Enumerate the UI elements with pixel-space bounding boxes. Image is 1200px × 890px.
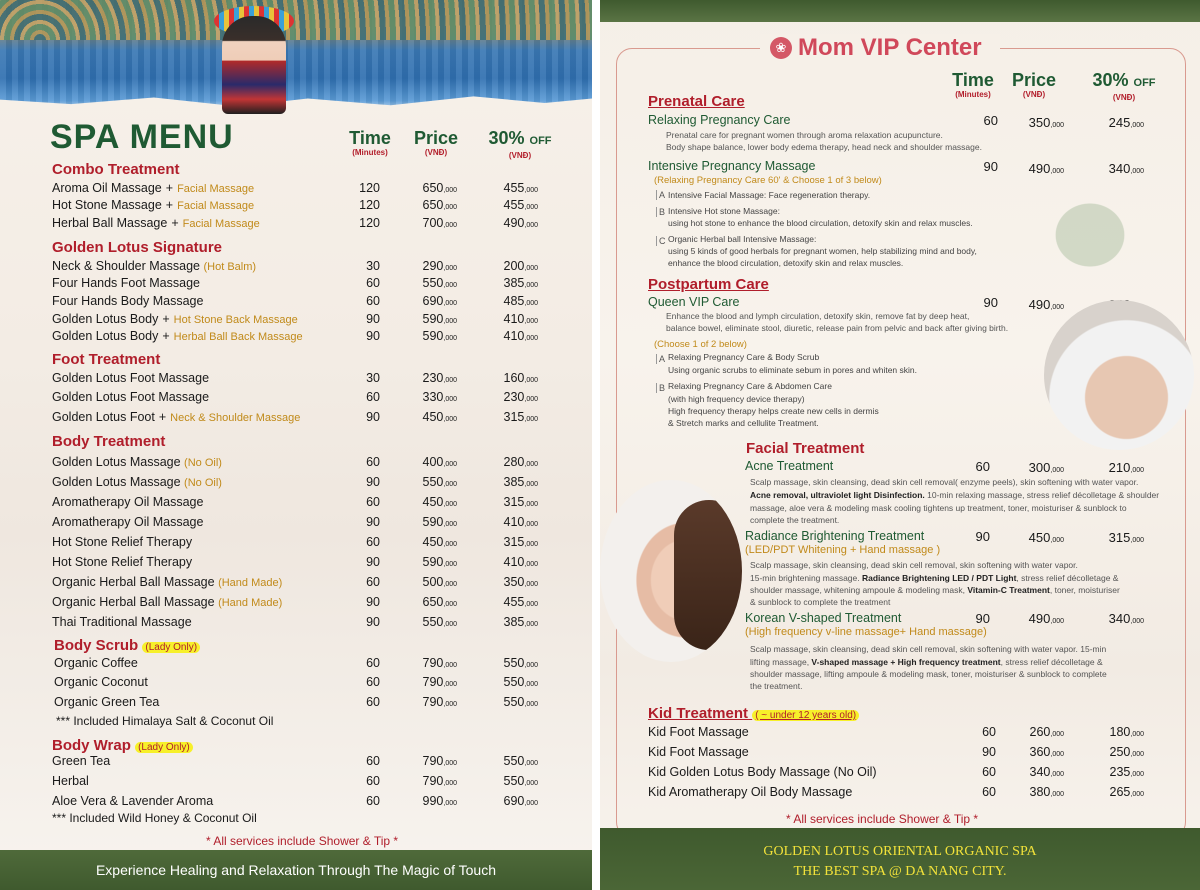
item-price: 590,000 <box>422 555 457 569</box>
item-time: 90 <box>983 159 998 174</box>
leaf-decoration <box>1030 180 1150 290</box>
option-letter: C <box>656 236 666 246</box>
col-off-sub: (VNĐ) <box>508 151 532 160</box>
item-time: 120 <box>359 216 380 230</box>
menu-row <box>52 259 552 277</box>
item-time: 60 <box>366 535 380 549</box>
option-text: Using organic scrubs to eliminate sebum in pores and whiten skin. <box>668 365 917 375</box>
item-name: Hot Stone Massage + Facial Massage <box>52 198 255 212</box>
item-discount-price: 315,000 <box>503 410 538 424</box>
item-time: 90 <box>982 745 996 759</box>
item-time: 60 <box>975 459 990 474</box>
section-combo-title: Combo Treatment <box>52 161 180 178</box>
option-letter: A <box>656 354 665 364</box>
item-discount-price: 550,000 <box>503 656 538 670</box>
item-description: lifting massage, V-shaped massage + High frequency treatment, stress relief décolletage & <box>750 657 1103 667</box>
item-time: 90 <box>366 329 380 343</box>
item-discount-price: 160,000 <box>503 371 538 385</box>
item-discount-price: 385,000 <box>503 475 538 489</box>
section-foot-title: Foot Treatment <box>52 351 161 368</box>
item-discount-price: 315,000 <box>503 495 538 509</box>
item-time: 120 <box>359 198 380 212</box>
item-name: Green Tea <box>52 754 111 768</box>
item-subtitle: (LED/PDT Whitening + Hand massage ) <box>745 544 941 556</box>
item-name: Thai Traditional Massage <box>52 615 192 629</box>
menu-row <box>54 656 554 674</box>
col-off-percent: 30% <box>1092 70 1129 90</box>
item-name: Korean V-shaped Treatment <box>745 611 902 625</box>
item-price: 790,000 <box>422 695 457 709</box>
item-name: Aroma Oil Massage + Facial Massage <box>52 181 255 195</box>
menu-row <box>52 216 552 234</box>
item-description: Enhance the blood and lymph circulation, detoxify skin, remove fat by deep heat, <box>666 311 970 321</box>
menu-row <box>52 515 552 533</box>
item-discount-price: 340,000 <box>1108 611 1144 626</box>
item-price: 650,000 <box>422 181 457 195</box>
item-name: Neck & Shoulder Massage (Hot Balm) <box>52 259 257 273</box>
item-description: 15-min brightening massage. Radiance Brightening LED / PDT Light, stress relief décolletage & <box>750 573 1119 583</box>
top-decor-bar <box>600 0 1200 22</box>
item-time: 90 <box>366 615 380 629</box>
item-time: 30 <box>366 371 380 385</box>
menu-row <box>54 695 554 713</box>
item-discount-price: 235,000 <box>1109 765 1144 779</box>
item-price: 590,000 <box>422 312 457 326</box>
item-price: 450,000 <box>1028 530 1064 545</box>
item-price: 450,000 <box>422 410 457 424</box>
item-name: Four Hands Body Massage <box>52 294 204 308</box>
menu-row <box>52 615 552 633</box>
option-text: using hot stone to enhance the blood circulation, detoxify skin and relax muscles. <box>668 218 973 228</box>
item-time: 60 <box>366 276 380 290</box>
menu-row <box>52 535 552 553</box>
item-subtitle: (Relaxing Pregnancy Care 60' & Choose 1 of 3 below) <box>654 175 882 186</box>
item-price: 990,000 <box>422 794 457 808</box>
option-letter: B <box>656 383 665 393</box>
item-price: 550,000 <box>422 276 457 290</box>
item-name: Golden Lotus Body + Hot Stone Back Massage <box>52 312 298 326</box>
item-price: 450,000 <box>422 535 457 549</box>
spa-menu-page <box>0 0 592 890</box>
item-name: Golden Lotus Foot Massage <box>52 371 210 385</box>
col-price-sub: (VNĐ) <box>424 148 448 157</box>
col-time-sub: (Minutes) <box>955 90 991 99</box>
item-discount-price: 250,000 <box>1109 745 1144 759</box>
item-name: Aloe Vera & Lavender Aroma <box>52 794 214 808</box>
item-discount-price: 455,000 <box>503 181 538 195</box>
banner-person-image <box>222 16 286 114</box>
item-discount-price: 315,000 <box>503 535 538 549</box>
col-discount-header <box>480 128 560 160</box>
menu-row <box>52 198 552 216</box>
item-description: Scalp massage, skin cleansing, dead skin cell removal, skin softening with water vapor. 15-min <box>750 644 1107 654</box>
item-description: massage, aloe vera & modeling mask cooling tightens up treatment, toner, moisturiser & sunblock to <box>750 503 1127 513</box>
item-subtitle: (High frequency v-line massage+ Hand massage) <box>745 626 987 638</box>
item-description: the treatment. <box>750 681 803 691</box>
item-time: 120 <box>359 181 380 195</box>
option-text: (with high frequency device therapy) <box>668 394 805 404</box>
col-price-label: Price <box>1011 70 1057 90</box>
item-description: Scalp massage, skin cleansing, dead skin cell removal( enzyme peels), skin softening with water vapor. <box>750 477 1139 487</box>
shower-tip-note: * All services include Shower & Tip * <box>786 812 979 826</box>
item-price: 290,000 <box>422 259 457 273</box>
choose-note: (Choose 1 of 2 below) <box>654 339 747 350</box>
option-text: Intensive Facial Massage: Face regeneration therapy. <box>668 190 871 200</box>
col-time-sub: (Minutes) <box>352 148 388 157</box>
item-time: 90 <box>366 515 380 529</box>
item-time: 30 <box>366 259 380 273</box>
item-name: Four Hands Foot Massage <box>52 276 200 290</box>
item-discount-price: 385,000 <box>503 276 538 290</box>
item-time: 90 <box>366 475 380 489</box>
item-name: Relaxing Pregnancy Care <box>648 113 791 127</box>
item-price: 700,000 <box>422 216 457 230</box>
item-time: 60 <box>366 774 380 788</box>
col-off-word: OFF <box>1133 77 1156 89</box>
col-time-header <box>948 70 998 99</box>
item-price: 380,000 <box>1029 785 1064 799</box>
banner-fans-image <box>0 0 592 40</box>
item-time: 60 <box>982 725 996 739</box>
item-description: Prenatal care for pregnant women through aroma relaxation acupuncture. <box>666 130 943 140</box>
menu-row <box>648 745 1158 763</box>
col-discount-header <box>1082 70 1166 102</box>
item-price: 500,000 <box>422 575 457 589</box>
mom-title-box <box>760 34 1000 64</box>
menu-row <box>52 495 552 513</box>
item-name: Radiance Brightening Treatment <box>745 529 925 543</box>
item-discount-price: 550,000 <box>503 675 538 689</box>
item-discount-price: 485,000 <box>503 294 538 308</box>
item-time: 90 <box>366 555 380 569</box>
menu-row <box>52 181 552 199</box>
scrub-footnote: *** Included Himalaya Salt & Coconut Oil <box>56 714 274 728</box>
item-discount-price: 265,000 <box>1109 785 1144 799</box>
item-discount-price: 550,000 <box>503 695 538 709</box>
option-text: Relaxing Pregnancy Care & Body Scrub <box>668 352 820 362</box>
col-time-label: Time <box>349 128 391 148</box>
col-price-label: Price <box>413 128 459 148</box>
page-title: Mom VIP Center <box>798 34 982 61</box>
item-name: Kid Foot Massage <box>648 745 749 759</box>
menu-row <box>52 794 552 812</box>
item-price: 490,000 <box>1028 297 1064 312</box>
item-time: 60 <box>982 785 996 799</box>
item-price: 360,000 <box>1029 745 1064 759</box>
menu-row <box>52 371 552 389</box>
item-price: 650,000 <box>422 595 457 609</box>
option-text: & Stretch marks and cellulite Treatment. <box>668 418 819 428</box>
menu-row <box>648 765 1158 783</box>
item-price: 490,000 <box>1028 611 1064 626</box>
menu-row <box>52 390 552 408</box>
item-price: 550,000 <box>422 475 457 489</box>
item-name: Golden Lotus Massage (No Oil) <box>52 455 222 469</box>
item-discount-price: 550,000 <box>503 774 538 788</box>
item-price: 350,000 <box>1028 115 1064 130</box>
item-discount-price: 210,000 <box>1108 460 1144 475</box>
item-name: Organic Green Tea <box>54 695 160 709</box>
item-discount-price: 455,000 <box>503 595 538 609</box>
age-note-badge: ( ~ under 12 years old) <box>752 710 859 721</box>
item-discount-price: 690,000 <box>503 794 538 808</box>
col-time-label: Time <box>952 70 994 90</box>
item-time: 90 <box>366 410 380 424</box>
item-discount-price: 280,000 <box>503 455 538 469</box>
item-price: 790,000 <box>422 754 457 768</box>
footer-slogan: Experience Healing and Relaxation Through The Magic of Touch <box>0 850 592 890</box>
item-discount-price: 200,000 <box>503 259 538 273</box>
item-description: complete the treatment. <box>750 515 840 525</box>
item-name: Acne Treatment <box>745 459 834 473</box>
item-description: shoulder massage, whitening ampoule & modeling mask, Vitamin-C Treatment, toner, moisturiser <box>750 585 1120 595</box>
item-price: 590,000 <box>422 515 457 529</box>
item-name: Queen VIP Care <box>648 295 740 309</box>
item-description: Acne removal, ultraviolet light Disinfection. 10-min relaxing massage, stress relief décolletage & shoulder <box>750 490 1160 500</box>
col-price-sub: (VNĐ) <box>1022 90 1046 99</box>
item-name: Herbal Ball Massage + Facial Massage <box>52 216 260 230</box>
item-price: 400,000 <box>422 455 457 469</box>
item-discount-price: 245,000 <box>1108 115 1144 130</box>
item-name: Aromatherapy Oil Massage <box>52 495 204 509</box>
item-discount-price: 315,000 <box>1108 530 1144 545</box>
item-discount-price: 180,000 <box>1109 725 1144 739</box>
lady-only-badge: (Lady Only) <box>135 742 193 753</box>
menu-row <box>52 329 552 347</box>
item-name: Intensive Pregnancy Massage <box>648 159 816 173</box>
option-text: Relaxing Pregnancy Care & Abdomen Care <box>668 381 832 391</box>
item-discount-price: 350,000 <box>503 575 538 589</box>
item-time: 90 <box>975 611 990 626</box>
item-time: 90 <box>366 595 380 609</box>
item-discount-price: 385,000 <box>503 615 538 629</box>
item-time: 60 <box>366 294 380 308</box>
item-description: Scalp massage, skin cleansing, dead skin cell removal, skin softening with water vapor. <box>750 560 1078 570</box>
shower-tip-note: * All services include Shower & Tip * <box>206 834 399 848</box>
item-price: 330,000 <box>422 390 457 404</box>
mom-vip-page <box>600 0 1200 890</box>
col-off-percent: 30% <box>488 128 525 148</box>
item-name: Golden Lotus Foot + Neck & Shoulder Massage <box>52 410 301 424</box>
footer-brand <box>600 828 1200 890</box>
section-wrap-title: Body Wrap (Lady Only) <box>52 737 193 754</box>
item-time: 90 <box>975 529 990 544</box>
menu-row <box>52 475 552 493</box>
menu-row <box>52 774 552 792</box>
section-body-title: Body Treatment <box>52 433 166 450</box>
item-name: Organic Coconut <box>54 675 148 689</box>
item-price: 550,000 <box>422 615 457 629</box>
item-discount-price: 340,000 <box>1108 161 1144 176</box>
item-name: Organic Herbal Ball Massage (Hand Made) <box>52 595 283 609</box>
col-price-header <box>408 128 464 157</box>
lotus-icon: ❀ <box>770 37 792 59</box>
item-name: Kid Golden Lotus Body Massage (No Oil) <box>648 765 877 779</box>
menu-row <box>52 595 552 613</box>
item-price: 650,000 <box>422 198 457 212</box>
item-discount-price: 230,000 <box>503 390 538 404</box>
item-discount-price: 410,000 <box>503 312 538 326</box>
item-price: 230,000 <box>422 371 457 385</box>
item-price: 690,000 <box>422 294 457 308</box>
menu-row <box>52 575 552 593</box>
lady-only-badge: (Lady Only) <box>142 642 200 653</box>
item-price: 790,000 <box>422 675 457 689</box>
item-time: 60 <box>366 495 380 509</box>
item-price: 340,000 <box>1029 765 1064 779</box>
item-time: 60 <box>366 794 380 808</box>
item-name: Golden Lotus Massage (No Oil) <box>52 475 222 489</box>
section-golden-title: Golden Lotus Signature <box>52 239 223 256</box>
menu-row <box>52 455 552 473</box>
item-name: Organic Coffee <box>54 656 138 670</box>
col-price-header <box>1006 70 1062 99</box>
item-name: Herbal <box>52 774 89 788</box>
item-price: 590,000 <box>422 329 457 343</box>
item-name: Golden Lotus Foot Massage <box>52 390 210 404</box>
section-postpartum-title: Postpartum Care <box>648 276 769 293</box>
item-price: 490,000 <box>1028 161 1064 176</box>
menu-row <box>52 276 552 294</box>
item-time: 60 <box>366 390 380 404</box>
item-discount-price: 455,000 <box>503 198 538 212</box>
item-time: 60 <box>366 675 380 689</box>
item-name: Golden Lotus Body + Herbal Ball Back Massage <box>52 329 303 343</box>
item-discount-price: 410,000 <box>503 329 538 343</box>
item-name: Organic Herbal Ball Massage (Hand Made) <box>52 575 283 589</box>
item-name: Hot Stone Relief Therapy <box>52 535 193 549</box>
item-time: 60 <box>366 575 380 589</box>
section-prenatal-title: Prenatal Care <box>648 93 745 110</box>
item-time: 60 <box>982 765 996 779</box>
item-name: Aromatherapy Oil Massage <box>52 515 204 529</box>
item-time: 90 <box>983 295 998 310</box>
menu-row <box>52 294 552 312</box>
item-description: balance bowel, eliminate stool, diuretic, release pain from pelvic and back after giving birth. <box>666 323 1009 333</box>
col-off-word: OFF <box>529 135 552 147</box>
menu-row <box>52 312 552 330</box>
item-time: 60 <box>366 455 380 469</box>
footer-brand-tagline: THE BEST SPA @ DA NANG CITY. <box>793 864 1007 879</box>
menu-row <box>52 754 552 772</box>
item-name: Kid Foot Massage <box>648 725 749 739</box>
item-price: 300,000 <box>1028 460 1064 475</box>
item-price: 790,000 <box>422 774 457 788</box>
item-time: 60 <box>366 656 380 670</box>
menu-row <box>54 675 554 693</box>
wrap-footnote: *** Included Wild Honey & Coconut Oil <box>52 811 257 825</box>
option-text: using 5 kinds of good herbals for pregnant women, help stabilizing mind and body, <box>668 246 977 256</box>
option-text: High frequency therapy helps create new cells in dermis <box>668 406 879 416</box>
item-time: 60 <box>366 754 380 768</box>
section-scrub-title: Body Scrub (Lady Only) <box>54 637 200 654</box>
section-facial-title: Facial Treatment <box>746 440 865 457</box>
item-price: 450,000 <box>422 495 457 509</box>
pregnant-massage-photo <box>1044 300 1194 450</box>
item-discount-price: 490,000 <box>503 216 538 230</box>
item-name: Hot Stone Relief Therapy <box>52 555 193 569</box>
facial-massage-photo <box>600 480 742 662</box>
option-letter: A <box>656 190 665 200</box>
item-price: 790,000 <box>422 656 457 670</box>
col-off-sub: (VNĐ) <box>1112 93 1136 102</box>
menu-row <box>52 555 552 573</box>
item-time: 90 <box>366 312 380 326</box>
item-price: 260,000 <box>1029 725 1064 739</box>
item-description: Body shape balance, lower body edema therapy, head neck and shoulder massage. <box>666 142 982 152</box>
option-letter: B <box>656 207 665 217</box>
item-time: 60 <box>983 113 998 128</box>
option-text: Organic Herbal ball Intensive Massage: <box>668 234 817 244</box>
page-title: SPA MENU <box>50 118 234 156</box>
item-description: & sunblock to complete the treatment <box>750 597 891 607</box>
section-kid-title: Kid Treatment ( ~ under 12 years old) <box>648 705 859 722</box>
item-name: Kid Aromatherapy Oil Body Massage <box>648 785 853 799</box>
item-description: shoulder massage, lifting ampoule & modeling mask, toner, moisturiser & sunblock to complete <box>750 669 1107 679</box>
menu-row <box>648 725 1158 743</box>
item-discount-price: 550,000 <box>503 754 538 768</box>
menu-row <box>648 785 1158 803</box>
footer-brand-name: GOLDEN LOTUS ORIENTAL ORGANIC SPA <box>763 844 1037 859</box>
item-discount-price: 410,000 <box>503 515 538 529</box>
menu-row <box>52 410 552 428</box>
option-text: Intensive Hot stone Massage: <box>668 206 780 216</box>
option-text: enhance the blood circulation, detoxify skin and relax muscles. <box>668 258 904 268</box>
item-time: 60 <box>366 695 380 709</box>
item-discount-price: 410,000 <box>503 555 538 569</box>
col-time-header <box>345 128 395 157</box>
